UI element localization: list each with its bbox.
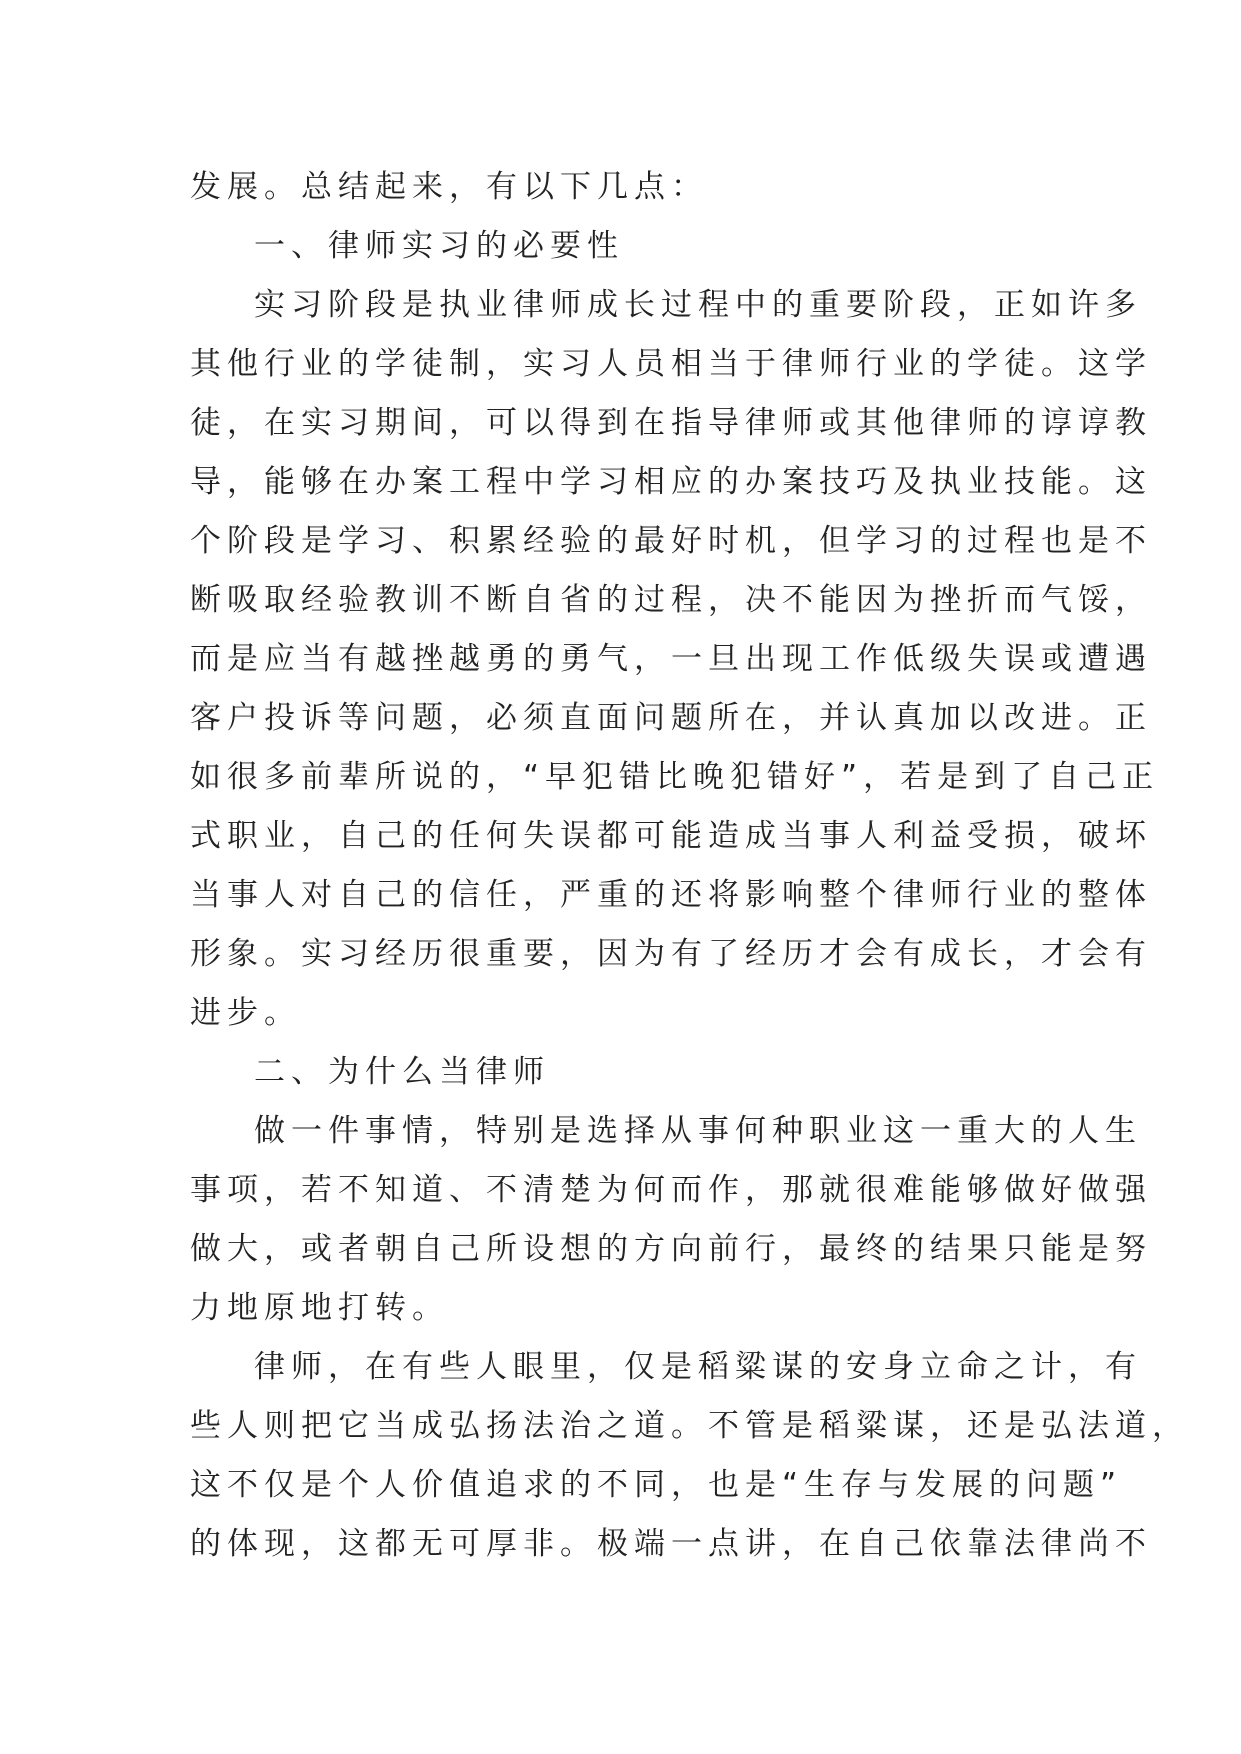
text-line: 其他行业的学徒制，实习人员相当于律师行业的学徒。这学	[190, 346, 1152, 382]
text-line: 的体现，这都无可厚非。极端一点讲，在自己依靠法律尚不	[190, 1526, 1152, 1562]
text-line: 客户投诉等问题，必须直面问题所在，并认真加以改进。正	[190, 700, 1152, 736]
text-line: 徒，在实习期间，可以得到在指导律师或其他律师的谆谆教	[190, 405, 1152, 441]
text-line: 些人则把它当成弘扬法治之道。不管是稻粱谋，还是弘法道，	[190, 1408, 1189, 1444]
text-line: 力地原地打转。	[190, 1290, 449, 1326]
text-line: 做一件事情，特别是选择从事何种职业这一重大的人生	[254, 1113, 1142, 1149]
text-line: 导，能够在办案工程中学习相应的办案技巧及执业技能。这	[190, 464, 1152, 500]
section-heading: 一、律师实习的必要性	[254, 228, 624, 264]
section-heading: 二、为什么当律师	[254, 1054, 550, 1090]
text-line: 式职业，自己的任何失误都可能造成当事人利益受损，破坏	[190, 818, 1152, 854]
text-line: 发展。总结起来，有以下几点：	[190, 169, 708, 205]
document-body	[190, 158, 1189, 1574]
text-line: 形象。实习经历很重要，因为有了经历才会有成长，才会有	[190, 936, 1152, 972]
text-line: 进步。	[190, 995, 301, 1031]
text-line: 实习阶段是执业律师成长过程中的重要阶段，正如许多	[254, 287, 1142, 323]
text-line: 律师，在有些人眼里，仅是稻粱谋的安身立命之计，有	[254, 1349, 1142, 1385]
text-line: 事项，若不知道、不清楚为何而作，那就很难能够做好做强	[190, 1172, 1152, 1208]
text-line: 如很多前辈所说的，“早犯错比晚犯错好”，若是到了自己正	[190, 759, 1160, 795]
text-line: 当事人对自己的信任，严重的还将影响整个律师行业的整体	[190, 877, 1152, 913]
text-line: 个阶段是学习、积累经验的最好时机，但学习的过程也是不	[190, 523, 1152, 559]
text-line: 断吸取经验教训不断自省的过程，决不能因为挫折而气馁，	[190, 582, 1152, 618]
text-line: 而是应当有越挫越勇的勇气，一旦出现工作低级失误或遭遇	[190, 641, 1152, 677]
text-line: 做大，或者朝自己所设想的方向前行，最终的结果只能是努	[190, 1231, 1152, 1267]
text-line: 这不仅是个人价值追求的不同，也是“生存与发展的问题”	[190, 1467, 1123, 1503]
